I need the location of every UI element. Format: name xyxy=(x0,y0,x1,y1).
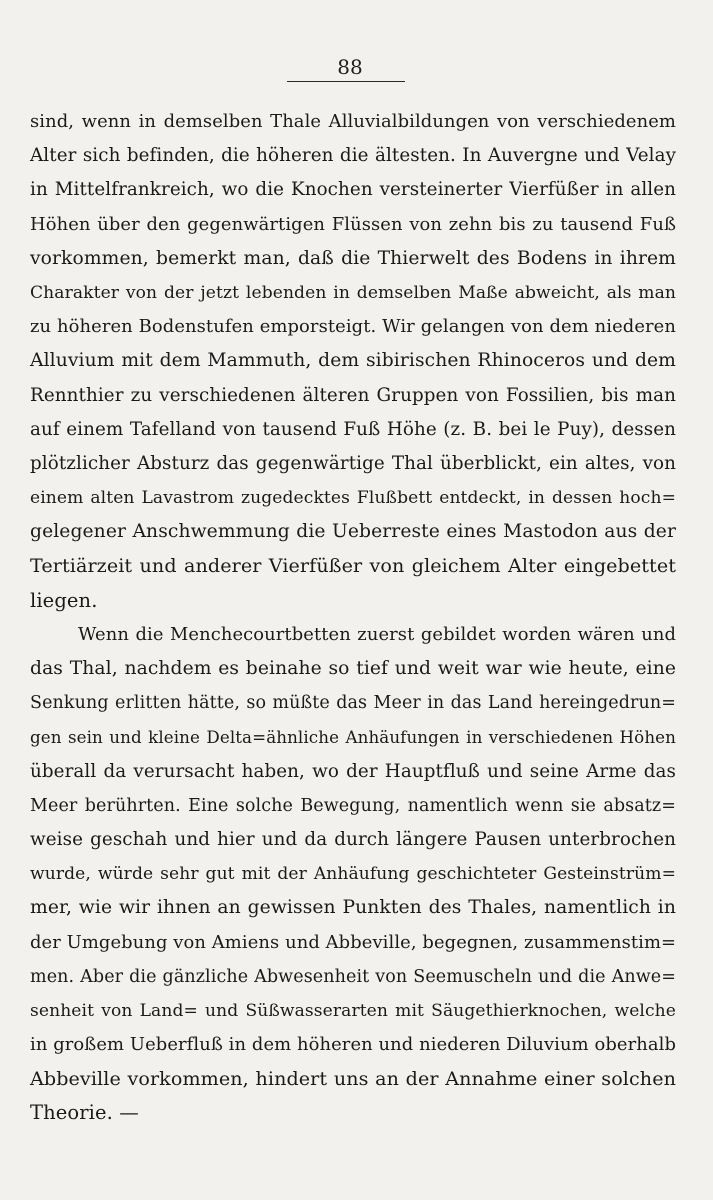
text-line: das Thal, nachdem es beinahe so tief und weit war wie heute, eine xyxy=(30,658,676,679)
text-line: zu höheren Bodenstufen emporsteigt. Wir gelangen von dem niederen xyxy=(30,316,676,338)
text-line: gelegener Anschwemmung die Ueberreste eines Mastodon aus der xyxy=(30,521,676,543)
text-line: Senkung erlitten hätte, so müßte das Meer in das Land hereingedrun= xyxy=(30,693,676,714)
text-line: plötzlicher Absturz das gegenwärtige Thal überblickt, ein altes, von xyxy=(30,452,676,474)
text-line: Tertiärzeit und anderer Vierfüßer von gleichem Alter eingebettet xyxy=(30,554,676,578)
text-line: Wenn die Menchecourtbetten zuerst gebildet worden wären und xyxy=(78,623,676,645)
header-rule xyxy=(287,81,405,82)
text-line: in großem Ueberfluß in dem höheren und niederen Diluvium oberhalb xyxy=(30,1034,676,1056)
text-line: Höhen über den gegenwärtigen Flüssen von zehn bis zu tausend Fuß xyxy=(30,213,676,235)
text-line: gen sein und kleine Delta=ähnliche Anhäufungen in verschiedenen Höhen xyxy=(30,727,676,748)
text-line: einem alten Lavastrom zugedecktes Flußbett entdeckt, in dessen hoch= xyxy=(30,488,676,509)
body-text xyxy=(30,105,676,1131)
text-line: wurde, würde sehr gut mit der Anhäufung geschichteter Gesteinstrüm= xyxy=(30,864,676,885)
paragraph-2 xyxy=(30,618,676,1131)
text-line: Charakter von der jetzt lebenden in demselben Maße abweicht, als man xyxy=(30,282,676,303)
text-line: Abbeville vorkommen, hindert uns an der Annahme einer solchen xyxy=(30,1067,676,1091)
text-line: in Mittelfrankreich, wo die Knochen versteinerter Vierfüßer in allen xyxy=(30,179,676,201)
text-line: Alter sich befinden, die höheren die ältesten. In Auvergne und Velay xyxy=(30,145,676,167)
text-line: liegen. xyxy=(30,588,98,612)
text-line: mer, wie wir ihnen an gewissen Punkten des Thales, namentlich in xyxy=(30,897,676,919)
text-line: überall da verursacht haben, wo der Hauptfluß und seine Arme das xyxy=(30,760,676,782)
text-line: der Umgebung von Amiens und Abbeville, begegnen, zusammenstim= xyxy=(30,931,677,953)
text-line: senheit von Land= und Süßwasserarten mit Säugethierknochen, welche xyxy=(30,1000,676,1021)
page-number: 88 xyxy=(337,55,363,79)
text-line: sind, wenn in demselben Thale Alluvialbildungen von verschiedenem xyxy=(30,111,676,132)
paragraph-1 xyxy=(30,105,676,618)
text-line: men. Aber die gänzliche Abwesenheit von Seemuscheln und die Anwe= xyxy=(30,966,676,987)
text-line: Theorie. — xyxy=(30,1101,139,1125)
text-line: Meer berührten. Eine solche Bewegung, namentlich wenn sie absatz= xyxy=(30,795,676,816)
text-line: Alluvium mit dem Mammuth, dem sibirischen Rhinoceros und dem xyxy=(30,350,676,372)
text-line: weise geschah und hier und da durch längere Pausen unterbrochen xyxy=(30,828,676,850)
text-line: Rennthier zu verschiedenen älteren Gruppen von Fossilien, bis man xyxy=(30,384,676,406)
text-line: vorkommen, bemerkt man, daß die Thierwelt des Bodens in ihrem xyxy=(30,247,676,269)
text-line: auf einem Tafelland von tausend Fuß Höhe (z. B. bei le Puy), dessen xyxy=(30,418,676,440)
